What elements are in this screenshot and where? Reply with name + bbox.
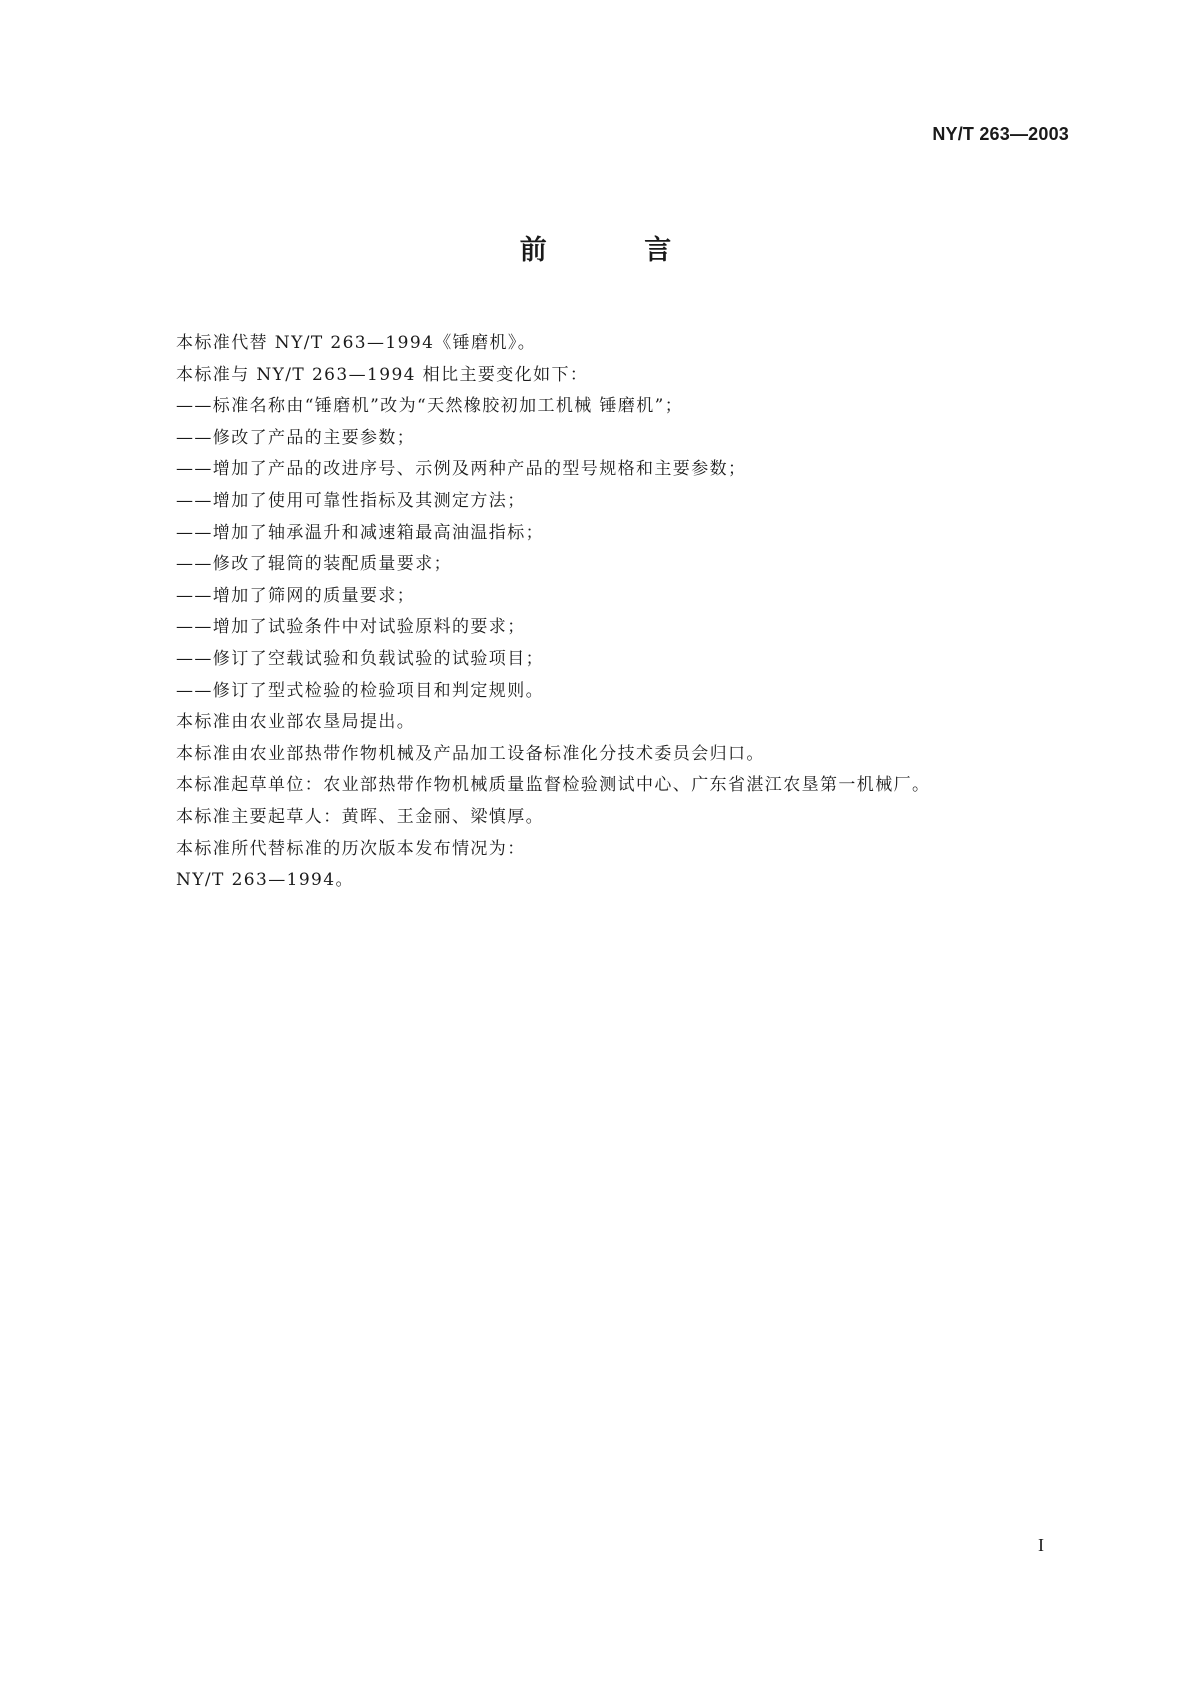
list-item: ——增加了产品的改进序号、示例及两种产品的型号规格和主要参数； [176, 459, 747, 480]
list-item: ——增加了轴承温升和减速箱最高油温指标； [176, 522, 544, 543]
paragraph-line: 本标准主要起草人：黄晖、王金丽、梁慎厚。 [176, 806, 544, 827]
list-item: ——增加了筛网的质量要求； [176, 585, 416, 606]
paragraph-line: 本标准由农业部热带作物机械及产品加工设备标准化分技术委员会归口。 [176, 743, 765, 764]
paragraph-line: 本标准起草单位：农业部热带作物机械质量监督检验测试中心、广东省湛江农垦第一机械厂。 [176, 775, 931, 796]
list-item: ——修改了辊筒的装配质量要求； [176, 554, 452, 575]
list-item: ——修订了空载试验和负载试验的试验项目； [176, 648, 544, 669]
page-title: 前 言 [519, 235, 716, 266]
paragraph-line: 本标准代替 NY/T 263—1994《锤磨机》。 [176, 333, 537, 353]
paragraph-line: 本标准由农业部农垦局提出。 [176, 712, 416, 733]
list-item: ——修订了型式检验的检验项目和判定规则。 [176, 680, 544, 701]
list-item: ——增加了试验条件中对试验原料的要求； [176, 617, 526, 638]
foreword-body [176, 328, 1056, 897]
paragraph-line: 本标准与 NY/T 263—1994 相比主要变化如下： [176, 364, 589, 385]
standard-code: NY/T 263—2003 [932, 124, 1069, 144]
list-item: ——增加了使用可靠性指标及其测定方法； [176, 490, 526, 511]
page-number: I [1038, 1535, 1044, 1555]
paragraph-line: 本标准所代替标准的历次版本发布情况为： [176, 838, 526, 859]
list-item: ——标准名称由“锤磨机”改为“天然橡胶初加工机械 锤磨机”； [176, 396, 684, 417]
paragraph-line: NY/T 263—1994。 [176, 870, 354, 891]
list-item: ——修改了产品的主要参数； [176, 427, 416, 448]
